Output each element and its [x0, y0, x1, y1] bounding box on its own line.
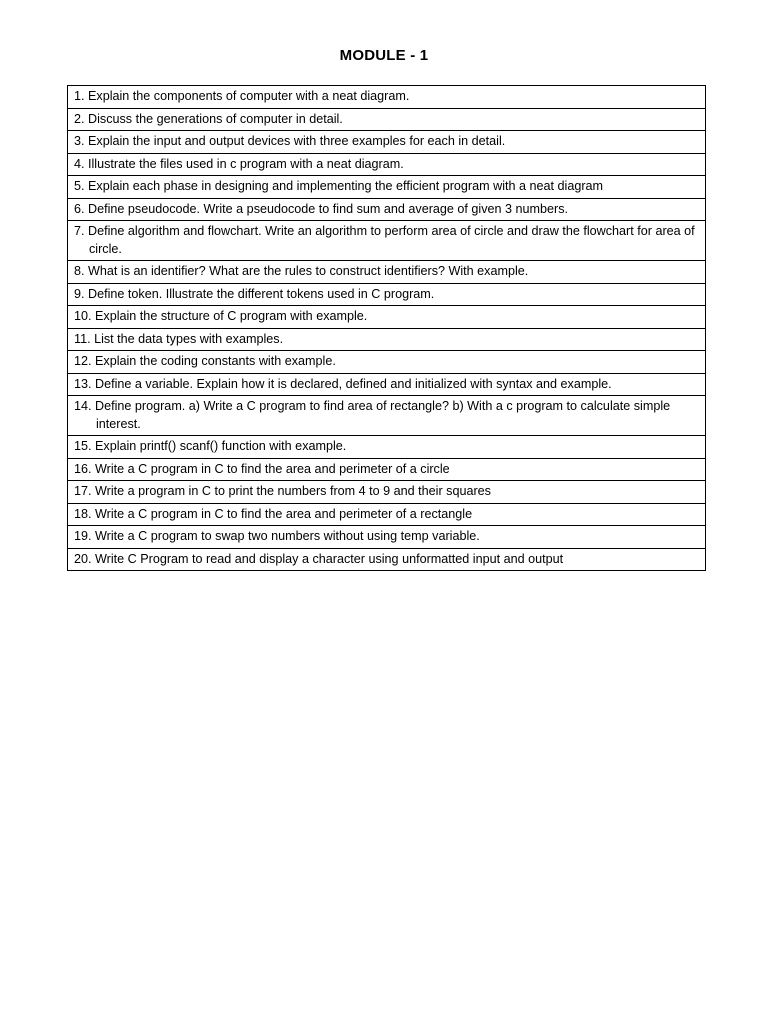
table-row: [68, 283, 706, 306]
table-row: [68, 548, 706, 571]
question-cell: [68, 526, 706, 549]
question-cell: [68, 176, 706, 199]
question-cell: [68, 86, 706, 109]
table-row: [68, 198, 706, 221]
table-row: [68, 503, 706, 526]
question-cell: [68, 458, 706, 481]
table-row: [68, 396, 706, 436]
question-text: 15. Explain printf() scanf() function with example.: [74, 439, 347, 453]
question-text: 14. Define program. a) Write a C program to find area of rectangle? b) With a c program to calculate simple interest.: [74, 399, 671, 431]
question-cell: [68, 131, 706, 154]
question-text: 12. Explain the coding constants with example.: [74, 354, 336, 368]
question-text: 16. Write a C program in C to find the area and perimeter of a circle: [74, 461, 450, 476]
question-cell: [68, 481, 706, 504]
question-text: 6. Define pseudocode. Write a pseudocode to find sum and average of given 3 numbers.: [74, 201, 569, 216]
question-text: 1. Explain the components of computer with a neat diagram.: [74, 89, 410, 103]
table-row: [68, 481, 706, 504]
question-text: 7. Define algorithm and flowchart. Write an algorithm to perform area of circle and draw the flowchart for area of circle.: [74, 224, 695, 256]
table-row: [68, 86, 706, 109]
table-row: [68, 328, 706, 351]
question-cell: [68, 261, 706, 284]
table-row: [68, 108, 706, 131]
question-text: 13. Define a variable. Explain how it is declared, defined and initialized with syntax and example.: [74, 376, 612, 391]
question-text: 4. Illustrate the files used in c program with a neat diagram.: [74, 156, 404, 171]
question-text: 18. Write a C program in C to find the area and perimeter of a rectangle: [74, 506, 473, 521]
table-row: [68, 261, 706, 284]
question-text: 3. Explain the input and output devices with three examples for each in detail.: [74, 134, 506, 148]
question-text: 2. Discuss the generations of computer in detail.: [74, 111, 343, 126]
question-cell: [68, 108, 706, 131]
question-cell: [68, 436, 706, 459]
question-cell: [68, 373, 706, 396]
question-cell: [68, 396, 706, 436]
table-row: [68, 373, 706, 396]
table-row: [68, 221, 706, 261]
question-text: 5. Explain each phase in designing and implementing the efficient program with a neat diagram: [74, 179, 604, 193]
table-row: [68, 351, 706, 374]
question-cell: [68, 351, 706, 374]
question-text: 19. Write a C program to swap two numbers without using temp variable.: [74, 529, 480, 543]
table-row: [68, 153, 706, 176]
question-cell: [68, 198, 706, 221]
table-row: [68, 176, 706, 199]
question-text: 11. List the data types with examples.: [74, 331, 284, 346]
question-cell: [68, 548, 706, 571]
table-row: [68, 131, 706, 154]
question-text: 17. Write a program in C to print the numbers from 4 to 9 and their squares: [74, 484, 491, 498]
page-title: MODULE - 1: [339, 47, 429, 64]
table-row: [68, 458, 706, 481]
question-cell: [68, 306, 706, 329]
question-cell: [68, 283, 706, 306]
question-text: 8. What is an identifier? What are the rules to construct identifiers? With example.: [74, 264, 529, 278]
table-row: [68, 526, 706, 549]
question-text: 10. Explain the structure of C program with example.: [74, 309, 368, 323]
question-table: [67, 85, 706, 571]
question-cell: [68, 153, 706, 176]
table-row: [68, 306, 706, 329]
question-text: 9. Define token. Illustrate the different tokens used in C program.: [74, 286, 435, 301]
question-cell: [68, 221, 706, 261]
question-cell: [68, 328, 706, 351]
question-text: 20. Write C Program to read and display a character using unformatted input and output: [74, 551, 564, 566]
table-row: [68, 436, 706, 459]
question-cell: [68, 503, 706, 526]
